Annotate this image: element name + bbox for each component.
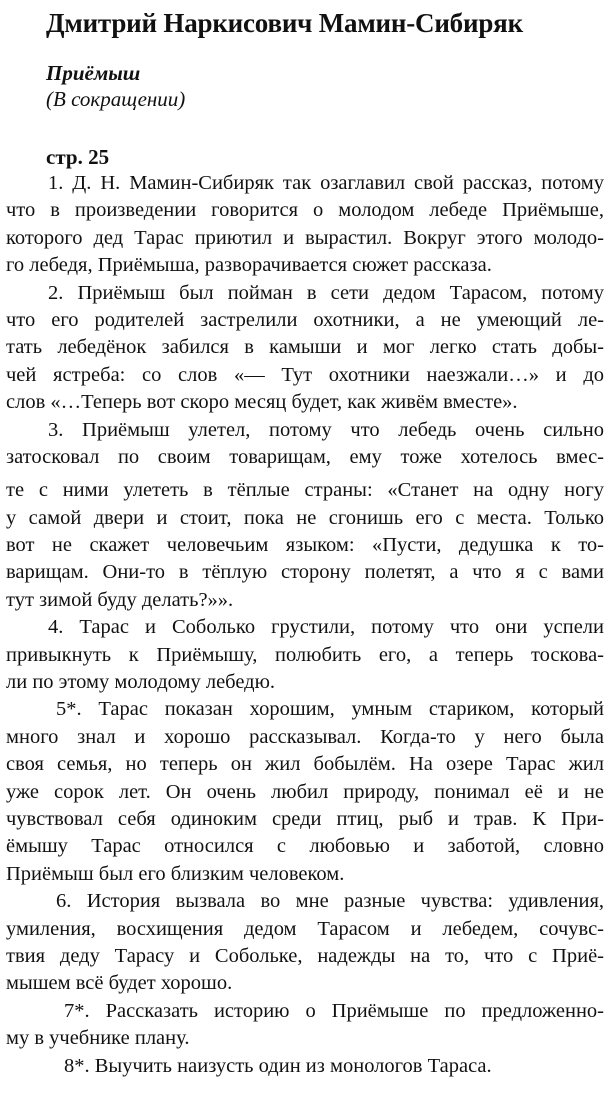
answer-line: чувствовал себя одиноким среди птиц, рыб и трав. К При- (6, 807, 604, 830)
answer-line: привыкнуть к Приёмышу, полюбить его, а теперь тоскова- (6, 643, 604, 666)
answer-line: которого дед Тарас приютил и вырастил. Вокруг этого молодо- (6, 226, 604, 249)
answer-7 (6, 998, 608, 1053)
answer-line: ли по этому молодому лебедю. (6, 671, 276, 694)
story-title: Приёмыш (46, 61, 141, 85)
answer-line: те с ними улететь в тёплые страны: «Станет на одну ногу (6, 479, 604, 502)
answer-line: много знал и хорошо рассказывал. Когда-то у него была (6, 725, 604, 748)
answer-line: 1. Д. Н. Мамин-Сибиряк так озаглавил свой рассказ, потому (48, 172, 604, 194)
answer-line: 7*. Рассказать историю о Приёмыше по предложенно- (64, 999, 604, 1022)
answer-line: 8*. Выучить наизусть один из монологов Тараса. (64, 1054, 492, 1077)
answer-8 (6, 1053, 608, 1080)
answer-line: у самой двери и стоит, пока не сгонишь его с места. Только (6, 506, 604, 529)
answer-line: тать лебедёнок забился в камыши и мог легко стать добы- (6, 336, 604, 359)
story-subtitle: (В сокращении) (46, 87, 186, 111)
answer-line: твия деду Тарасу и Собольке, надежды на то, что с Приё- (6, 944, 604, 967)
answer-2 (6, 280, 608, 417)
answer-line: что в произведении говорится о молодом лебеде Приёмыше, (6, 199, 604, 222)
answer-line: 5*. Тарас показан хорошим, умным стариком, который (56, 698, 604, 721)
answer-line: своя семья, но теперь он жил бобылём. На озере Тарас жил (6, 753, 604, 776)
answer-line: го лебедя, Приёмыша, разворачивается сюжет рассказа. (6, 254, 492, 277)
answer-5 (6, 696, 608, 888)
answer-line: ёмышу Тарас относился с любовью и заботой, словно (6, 835, 604, 858)
answer-line: тут зимой буду делать?»». (6, 588, 234, 611)
answer-line: вот не скажет человечьим языком: «Пусти, дедушка к то- (6, 534, 604, 557)
answer-3 (6, 417, 608, 615)
answer-line: Приёмыш был его близким человеком. (6, 862, 345, 885)
answer-line: уже сорок лет. Он очень любил природу, понимал её и не (6, 780, 604, 803)
answer-line: умиления, восхищения дедом Тарасом и лебедем, сочувс- (6, 917, 604, 940)
answer-line: 4. Тарас и Соболько грустили, потому что они успели (48, 616, 604, 639)
answers-body (6, 170, 608, 1080)
author-heading: Дмитрий Наркисович Мамин-Сибиряк (46, 8, 523, 38)
answer-line: 3. Приёмыш улетел, потому что лебедь очень сильно (48, 418, 604, 441)
answer-line: му в учебнике плану. (6, 1027, 190, 1050)
answer-4 (6, 614, 608, 696)
answer-line: варищам. Они-то в тёплую сторону полетят, а что я с вами (6, 561, 604, 584)
answer-line: что его родителей застрелили охотники, а не умеющий ле- (6, 308, 604, 331)
answer-line: 2. Приёмыш был пойман в сети дедом Тарасом, потому (48, 281, 604, 304)
answer-line: 6. История вызвала во мне разные чувства: удивления, (56, 890, 604, 913)
answer-6 (6, 888, 608, 998)
page-reference: стр. 25 (46, 145, 110, 169)
answer-line: слов «…Теперь вот скоро месяц будет, как живём вместе». (6, 391, 518, 414)
answer-1 (6, 170, 608, 280)
answer-line: затосковал по своим товарищам, ему тоже хотелось вмес- (6, 445, 604, 468)
answer-line: чей ястреба: со слов «— Тут охотники наезжали…» и до (6, 363, 604, 386)
answer-line: мышем всё будет хорошо. (6, 972, 233, 995)
